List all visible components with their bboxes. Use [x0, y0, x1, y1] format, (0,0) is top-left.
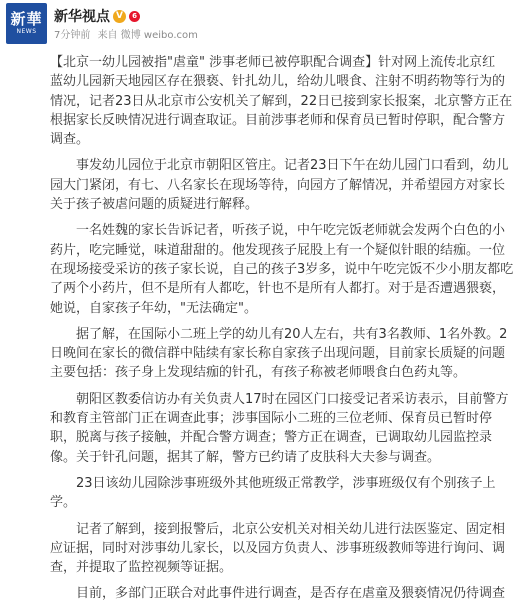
post-line: 事发幼儿园位于北京市朝阳区管庄。记者23日下午在幼儿园门口看到，幼儿 — [50, 158, 509, 174]
post-line: 像。关于针孔问题，据其了解，警方已约请了皮肤科大夫参与调查。 — [50, 449, 441, 465]
post-line: 查，并提取了监控视频等证据。 — [50, 560, 233, 576]
post-line: 应证据，同时对涉事幼儿家长，以及园方负责人、涉事班级教师等进行询问、调 — [50, 540, 506, 556]
post-line: 一名姓魏的家长告诉记者，听孩子说，中午吃完饭老师就会发两个白色的小 — [50, 223, 506, 239]
post-line: 调查。 — [50, 132, 90, 148]
post-line: 她说，自家孩子年幼，"无法确定"。 — [50, 300, 257, 316]
post-line: 记者了解到，接到报警后，北京公安机关对相关幼儿进行法医鉴定、固定相 — [50, 521, 506, 537]
post-line: 职，脱离与孩子接触，并配合警方调查；警方正在调查，已调取幼儿园监控录 — [50, 430, 493, 446]
avatar-logo-text: 新華 — [10, 10, 43, 28]
post-line: 关于孩子被虐问题的质疑进行解释。 — [50, 197, 259, 213]
verified-badge-icon: V — [113, 10, 126, 23]
post-line: 朝阳区教委信访办有关负责人17时在园区门口接受记者采访表示，目前警方 — [50, 391, 509, 407]
account-name-row — [54, 6, 141, 26]
post-meta — [54, 26, 202, 41]
post-line: 药片，吃完睡觉，味道甜甜的。他发现孩子屁股上有一个疑似针眼的结痂。一位 — [50, 242, 506, 258]
account-avatar[interactable] — [6, 3, 47, 44]
post-line: 情况，记者23日从北京市公安机关了解到，22日已接到家长报案，北京警方正在 — [50, 93, 513, 109]
post-line: 了两个小药片，但不是所有人都吃，针也不是所有人都打。对于是否遭遇猥亵， — [50, 281, 506, 297]
post-line: 园大门紧闭，有七、八名家长在现场等待，向园方了解情况，并希望园方对家长 — [50, 177, 506, 193]
post-line: 目前，多部门正联合对此事件进行调查，是否存在虐童及猥亵情况仍待调查 — [50, 586, 506, 602]
post-line: 在现场接受采访的孩子家长说，自己的孩子3岁多，说中午吃完饭不少小朋友都吃 — [50, 261, 514, 277]
post-line: 学。 — [50, 495, 77, 511]
post-body — [50, 53, 526, 604]
post-line: 23日该幼儿园除涉事班级外其他班级正常教学，涉事班级仅有个别孩子上 — [50, 475, 496, 491]
post-time: 7分钟前 — [54, 30, 91, 41]
post-line: 【北京一幼儿园被指"虐童" 涉事老师已被停职配合调查】针对网上流传北京红 — [50, 55, 496, 70]
post-source[interactable]: 来自 微博 weibo.com — [97, 30, 198, 41]
post-line: 和教育主管部门正在调查此事；涉事国际小二班的三位老师、保育员已暂时停 — [50, 411, 493, 427]
post-line: 据了解，在国际小二班上学的幼儿有20人左右，共有3名教师、1名外教。2 — [50, 326, 508, 342]
member-level-icon: 6 — [128, 10, 141, 23]
post-line: 主要包括：孩子身上发现结痂的针孔，有孩子称被老师喂食白色药丸等。 — [50, 365, 467, 381]
post-line: 根据家长反映情况进行调查取证。目前涉事老师和保育员已暂时停职，配合警方 — [50, 112, 506, 128]
account-name[interactable]: 新华视点 — [54, 9, 110, 25]
post-line: 蓝幼儿园新天地园区存在猥亵、针扎幼儿，给幼儿喂食、注射不明药物等行为的 — [50, 74, 506, 90]
avatar-logo-subtext: NEWS — [16, 28, 37, 35]
post-line: 日晚间在家长的微信群中陆续有家长称自家孩子出现问题，目前家长质疑的问题 — [50, 346, 506, 362]
